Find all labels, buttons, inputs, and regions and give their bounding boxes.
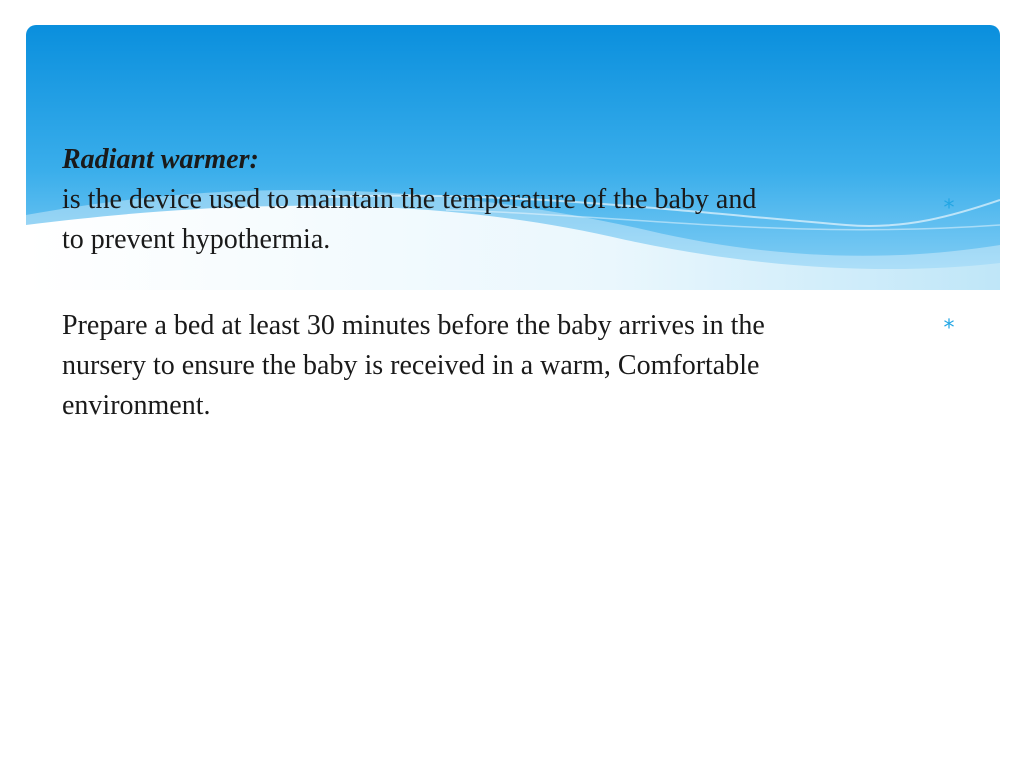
bullet-icon: * (943, 196, 955, 221)
paragraph-2-line-1: Prepare a bed at least 30 minutes before the baby arrives in the (62, 310, 765, 341)
paragraph-1 (62, 180, 955, 260)
paragraph-1-text (62, 180, 932, 260)
paragraph-1-line-2: to prevent hypothermia. (62, 224, 331, 255)
paragraph-2-line-2: nursery to ensure the baby is received in a warm, Comfortable (62, 350, 760, 381)
slide-heading: Radiant warmer: (62, 144, 259, 175)
paragraph-1-line-1: is the device used to maintain the temperature of the baby and (62, 184, 757, 215)
bullet-icon: * (943, 316, 955, 341)
paragraph-2-line-3: environment. (62, 390, 211, 421)
paragraph-2 (62, 306, 955, 426)
slide-content (62, 140, 955, 426)
paragraph-2-text (62, 306, 932, 426)
